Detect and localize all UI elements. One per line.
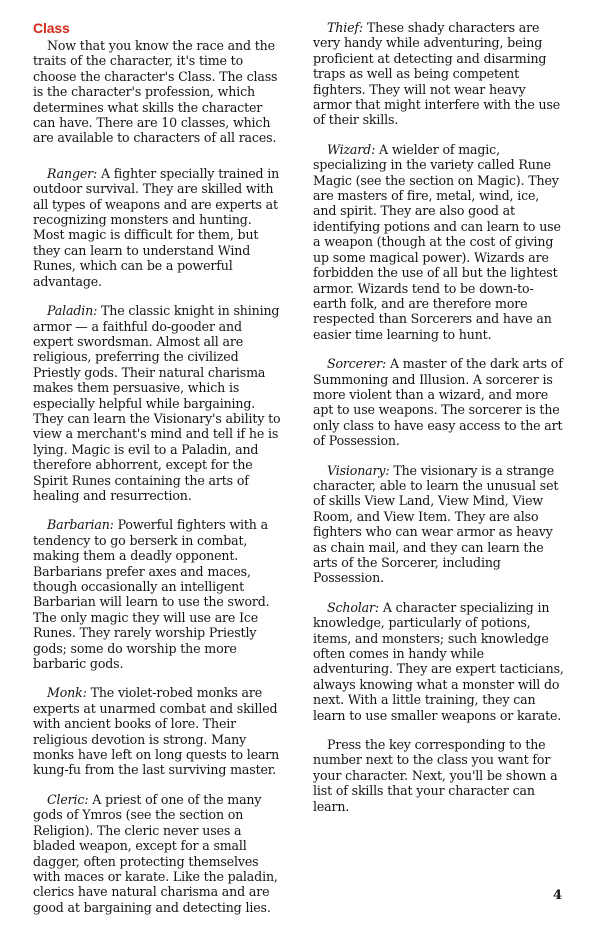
class-name-paladin: Paladin:: [47, 303, 98, 319]
class-description-paladin: [33, 303, 285, 503]
class-description-visionary: [313, 463, 566, 586]
class-text-cleric: A priest of one of the many gods of Ymros (see the section on Religion). The cleric never uses a bladed weapon, except for a small dagger, often protecting themselves with maces or karate. Like the paladin, clerics have natural charisma and are good at bargaining and detecting lies.: [33, 791, 278, 915]
page-number: 4: [553, 888, 563, 903]
class-name-cleric: Cleric:: [47, 791, 89, 807]
class-description-cleric: [33, 792, 285, 915]
class-name-ranger: Ranger:: [47, 165, 98, 181]
class-text-thief: These shady characters are very handy while adventuring, being proficient at detecting and disarming traps as well as being competent fighters. They will not wear heavy armor that might interfere with the use of their skills.: [313, 20, 561, 128]
class-text-monk: The violet-robed monks are experts at unarmed combat and skilled with ancient books of lore. Their religious devotion is strong. Many monks have left on long quests to learn kung-fu from the last surviving master.: [33, 685, 280, 778]
class-name-visionary: Visionary:: [327, 462, 390, 478]
left-column: [33, 20, 285, 929]
intro-paragraph: Now that you know the race and the traits of the character, it's time to choose the character's Class. The class is the character's profession, which determines what skills the character can have. There are 10 classes, which are available to characters of all races.: [33, 38, 278, 146]
class-description-thief: [313, 20, 566, 128]
class-name-scholar: Scholar:: [327, 599, 379, 615]
class-description-ranger: [33, 166, 285, 289]
class-description-monk: [33, 685, 285, 777]
class-text-ranger: A fighter specially trained in outdoor survival. They are skilled with all types of weapons and are experts at recognizing monsters and hunting. Most magic is difficult for them, but they can learn to understand Wind Runes, which can be a powerful advantage.: [33, 165, 280, 289]
class-name-sorcerer: Sorcerer:: [327, 356, 387, 372]
right-column: [313, 20, 566, 828]
class-description-scholar: [313, 600, 566, 723]
class-description-wizard: [313, 142, 566, 342]
class-name-thief: Thief:: [327, 20, 363, 35]
class-text-visionary: The visionary is a strange character, able to learn the unusual set of skills View Land, View Mind, View Room, and View Item. They are also fighters who can wear armor as heavy as chain mail, and they can learn the arts of the Sorcerer, including Possession.: [313, 462, 559, 586]
class-description-barbarian: [33, 517, 285, 671]
section-heading: Class: [33, 20, 70, 36]
class-text-scholar: A character specializing in knowledge, particularly of potions, items, and monsters; such knowledge often comes in handy while adventuring. They are expert tacticians, always knowing what a monster will do next. With a little training, they can learn to use smaller weapons or karate.: [313, 599, 564, 723]
closing-paragraph: Press the key corresponding to the number next to the class you want for your character. Next, you'll be shown a list of skills that your character can learn.: [313, 737, 558, 814]
class-name-barbarian: Barbarian:: [47, 517, 114, 533]
class-description-sorcerer: [313, 356, 566, 448]
class-text-wizard: A wielder of magic, specializing in the variety called Rune Magic (see the section on Magic). They are masters of fire, metal, wind, ice, and spirit. They are also good at identifying potions and can learn to use a weapon (though at the cost of giving up some magical power). Wizards are forbidden the use of all but the lightest armor. Wizards tend to be down-to-earth folk, and are therefore more respected than Sorcerers and have an easier time learning to hunt.: [313, 141, 561, 342]
class-name-monk: Monk:: [47, 685, 87, 701]
class-name-wizard: Wizard:: [327, 141, 376, 157]
class-text-paladin: The classic knight in shining armor — a faithful do-gooder and expert swordsman. Almost all are religious, preferring the civilized Priestly gods. Their natural charisma makes them persuasive, which is especially helpful while bargaining. They can learn the Visionary's ability to view a merchant's mind and tell if he is lying. Magic is evil to a Paladin, and therefore abhorrent, except for the Spirit Runes containing the arts of healing and resurrection.: [33, 303, 281, 503]
class-text-barbarian: Powerful fighters with a tendency to go berserk in combat, making them a deadly opponent. Barbarians prefer axes and maces, though occasionally an intelligent Barbarian will learn to use the sword. The only magic they will use are Ice Runes. They rarely worship Priestly gods; some do worship the more barbaric gods.: [33, 517, 270, 672]
class-text-sorcerer: A master of the dark arts of Summoning and Illusion. A sorcerer is more violent than a wizard, and more apt to use weapons. The sorcerer is the only class to have easy access to the art of Possession.: [313, 356, 563, 449]
